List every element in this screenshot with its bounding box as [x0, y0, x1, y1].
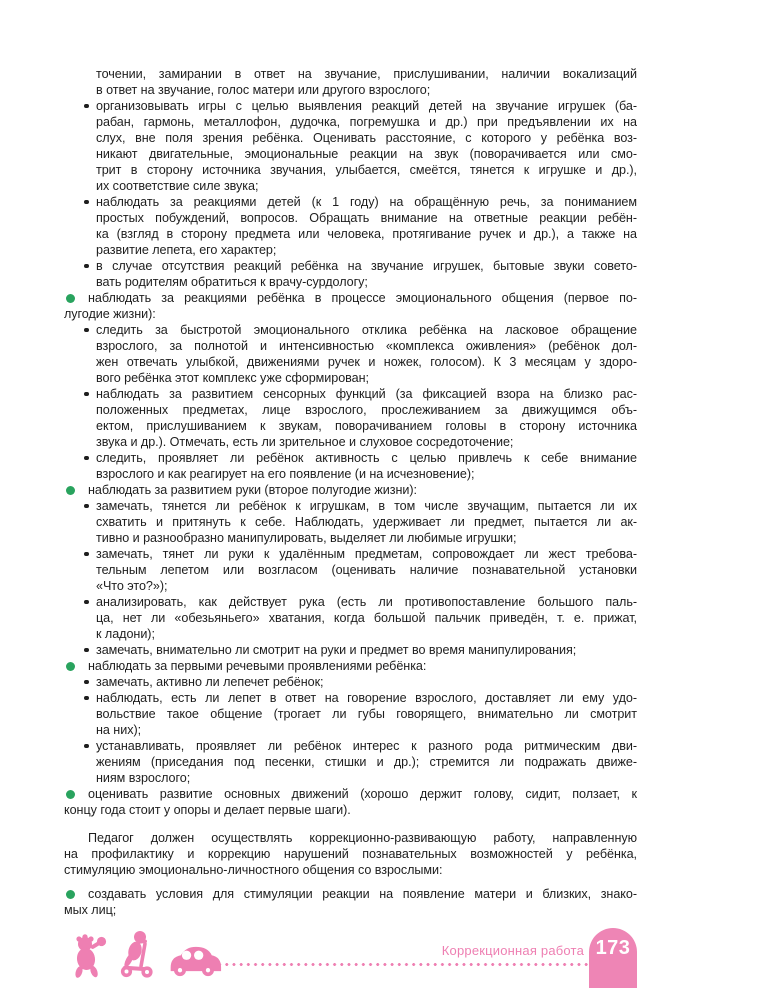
text-line: слух, вне поля зрения ребёнка. Оценивать расстояние, с которого у ребёнка воз-: [96, 131, 637, 145]
text-line: трит в сторону источника звучания, улыбается, смеётся, тянется к игрушке и др.),: [96, 163, 637, 177]
text-line: концу года стоит у опоры и делает первые шаги).: [64, 803, 351, 817]
text-line: жениям (приседания под песенки, стишки и др.); стремится ли подражать движе-: [96, 755, 637, 769]
list-item: [64, 482, 637, 498]
child-with-rattle-icon: [70, 934, 108, 978]
green-bullet-icon: [66, 662, 75, 671]
text-line: наблюдать за первыми речевыми проявлениями ребёнка:: [88, 659, 427, 673]
text-line: схватить и притянуть к себе. Наблюдать, удерживает ли предмет, пытается ли ак-: [96, 515, 637, 529]
text-line: мых лиц;: [64, 903, 117, 917]
text-line: рабан, гармонь, металлофон, дудочка, погремушка и др.) при предъявлении их на: [96, 115, 637, 129]
text-line: положенных предметах, лице взрослого, прослеживанием за движущимся объ-: [96, 403, 637, 417]
text-line: взрослого, за полнотой и интенсивностью «комплекса оживления» (ребёнок дол-: [96, 339, 637, 353]
text-line: вать родителям обратиться к врачу-сурдологу;: [96, 275, 368, 289]
text-line: замечать, тянется ли ребёнок к игрушкам, в том числе звучащим, пытается ли их: [96, 499, 637, 513]
text-line: устанавливать, проявляет ли ребёнок интерес к разного рода ритмическим дви-: [96, 739, 637, 753]
paragraph: [64, 830, 637, 878]
black-bullet-icon: [84, 328, 89, 333]
text-line: их соответствие силе звука;: [96, 179, 259, 193]
text-line: лугодие жизни):: [64, 307, 156, 321]
sub-list-item: [96, 498, 637, 546]
text-line: стимуляцию эмоционально-личностного общения со взрослыми:: [64, 863, 443, 877]
green-bullet-icon: [66, 294, 75, 303]
list-item: [64, 290, 637, 322]
text-line: ка (взгляд в сторону предмета или человека, протягивание ручек и др.), а также на: [96, 227, 637, 241]
text-line: наблюдать, есть ли лепет в ответ на говорение взрослого, доставляет ли ему удо-: [96, 691, 637, 705]
black-bullet-icon: [84, 744, 89, 749]
sub-list-item: [96, 690, 637, 738]
text-line: звука и др.). Отмечать, есть ли зрительное и слуховое сосредоточение;: [96, 435, 514, 449]
toy-car-icon: [166, 940, 222, 978]
text-line: наблюдать за реакциями ребёнка в процессе эмоционального общения (первое по-: [88, 291, 637, 305]
sub-list-item: [96, 386, 637, 450]
sub-list-item: [96, 258, 637, 290]
list-item: [64, 886, 637, 918]
sub-list-item: [96, 98, 637, 194]
page-body-text: [64, 66, 637, 918]
black-bullet-icon: [84, 696, 89, 701]
text-line: простых побуждений, вопросов. Обращать внимание на ответные реакции ребён-: [96, 211, 637, 225]
text-line: наблюдать за развитием сенсорных функций (за фиксацией взора на близко рас-: [96, 387, 637, 401]
text-line: на них);: [96, 723, 142, 737]
text-line: тельным лепетом или возгласом (оценивать наличие познавательной установки: [96, 563, 637, 577]
sub-list-item: [96, 738, 637, 786]
page-number-tab: [589, 928, 637, 988]
text-line: Педагог должен осуществлять коррекционно-развивающую работу, направленную: [88, 831, 637, 845]
footer-decorative-icons: [70, 930, 222, 978]
text-line: никают двигательные, эмоциональные реакции на звук (поворачивается или смо-: [96, 147, 637, 161]
sub-list-item: [96, 546, 637, 594]
dotted-leader-line: [216, 962, 604, 967]
text-line: анализировать, как действует рука (есть ли противопоставление большого паль-: [96, 595, 637, 609]
text-line: замечать, активно ли лепечет ребёнок;: [96, 675, 324, 689]
text-line: вого ребёнка этот комплекс уже сформирован;: [96, 371, 369, 385]
text-line: жен отвечать улыбкой, движениями ручек и ножек, голосом). К 3 месяцам у здоро-: [96, 355, 637, 369]
text-line: вольствие такое общение (трогает ли губы говорящего, внимательно ли смотрит: [96, 707, 637, 721]
text-line: в ответ на звучание, голос матери или другого взрослого;: [96, 83, 431, 97]
green-bullet-icon: [66, 486, 75, 495]
text-line: наблюдать за развитием руки (второе полугодие жизни):: [88, 483, 417, 497]
text-line: тивно и разнообразно манипулировать, выделяет ли любимые игрушки;: [96, 531, 517, 545]
black-bullet-icon: [84, 552, 89, 557]
text-line: на профилактику и коррекцию нарушений познавательных возможностей у ребёнка,: [64, 847, 637, 861]
green-bullet-icon: [66, 890, 75, 899]
page-number: 173: [595, 937, 631, 959]
black-bullet-icon: [84, 104, 89, 109]
text-line: ца, нет ли «обезьяньего» хватания, когда большой пальчик приведён, т. е. прижат,: [96, 611, 637, 625]
text-line: «Что это?»);: [96, 579, 168, 593]
text-line: организовывать игры с целью выявления реакций детей на звучание игрушек (ба-: [96, 99, 637, 113]
sub-list-item: [96, 450, 637, 482]
black-bullet-icon: [84, 600, 89, 605]
text-line: ектом, прислушиванием к звукам, поворачиванием головы в сторону источника: [96, 419, 637, 433]
text-line: к ладони);: [96, 627, 155, 641]
black-bullet-icon: [84, 264, 89, 269]
text-line: следить, проявляет ли ребёнок активность с целью привлечь к себе внимание: [96, 451, 637, 465]
black-bullet-icon: [84, 504, 89, 509]
continued-text: [96, 66, 637, 98]
text-line: точении, замирании в ответ на звучание, прислушивании, наличии вокализаций: [96, 67, 637, 81]
text-line: ниям взрослого;: [96, 771, 191, 785]
sub-list-item: [96, 594, 637, 642]
section-label: Коррекционная работа: [441, 943, 584, 958]
text-line: следить за быстротой эмоционального отклика ребёнка на ласковое обращение: [96, 323, 637, 337]
black-bullet-icon: [84, 680, 89, 685]
green-bullet-icon: [66, 790, 75, 799]
black-bullet-icon: [84, 200, 89, 205]
text-line: замечать, тянет ли руки к удалённым предметам, сопровождает ли жест требова-: [96, 547, 637, 561]
text-line: взрослого и как реагирует на его появление (и на исчезновение);: [96, 467, 475, 481]
text-line: развитие лепета, его характер;: [96, 243, 277, 257]
text-line: наблюдать за реакциями детей (к 1 году) на обращённую речь, за пониманием: [96, 195, 637, 209]
sub-list-item: [96, 194, 637, 258]
black-bullet-icon: [84, 648, 89, 653]
text-line: создавать условия для стимуляции реакции на появление матери и близких, знако-: [88, 887, 637, 901]
text-line: в случае отсутствия реакций ребёнка на звучание игрушек, бытовые звуки совето-: [96, 259, 637, 273]
text-line: замечать, внимательно ли смотрит на руки и предмет во время манипулирования;: [96, 643, 577, 657]
sub-list-item: [96, 674, 637, 690]
black-bullet-icon: [84, 456, 89, 461]
list-item: [64, 786, 637, 818]
sub-list-item: [96, 322, 637, 386]
black-bullet-icon: [84, 392, 89, 397]
sub-list-item: [96, 642, 637, 658]
list-item: [64, 658, 637, 674]
text-line: оценивать развитие основных движений (хорошо держит голову, сидит, ползает, к: [88, 787, 637, 801]
child-on-scooter-icon: [117, 930, 157, 978]
